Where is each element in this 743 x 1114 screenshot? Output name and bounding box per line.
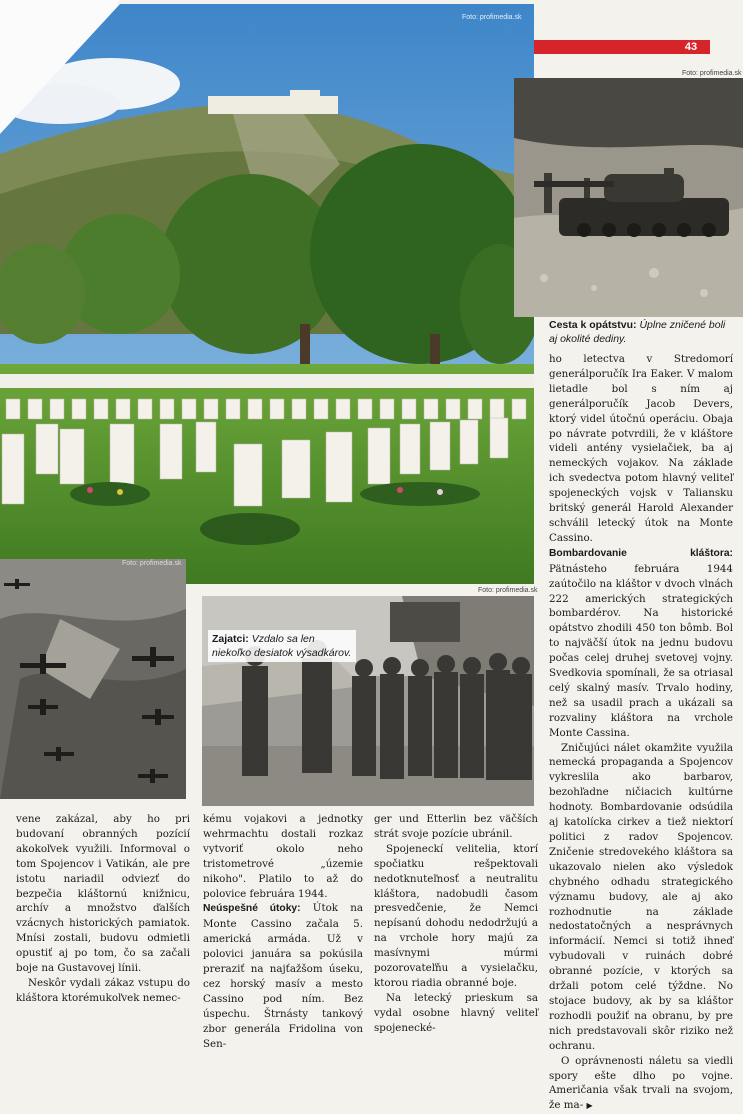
right-col-paragraph-1: ho letectva v Stredomorí generálporučík Ira Eaker. V malom lietadle bol s ním aj generálporučík Jacob Devers, ktorý videl útočnú operáciu. Obaja po návrate potvrdili, že v kláštore videli antény vysielačiek, ba aj nemeckých vojakov. Na základe ich svedectva potom hlavný veliteľ spojeneckých vojsk v Taliansku britský generál Harold Alexander schválil letecký útok na Monte Cassino. [549,353,733,544]
tank-caption [549,318,727,346]
col-b-paragraph-2: Útok na Monte Cassino začala 5. americká armáda. Už v polovici januára sa pokúsila preraziť na najťažšom úseku, cez horský masív a mesto Cassino pod ním. Bez úspechu. Štrnásty tankový zbor generála Fridolina von Sen- [203,902,363,1050]
bombing-subhead: Bombardovanie kláštora: [549,547,733,559]
right-col-paragraph-2: Pätnásteho februára 1944 zaútočilo na kláštor v dvoch vlnách 222 amerických strategických bombardérov. Na historické opátstvo zhodili 450 ton bômb. Bol to najväčší útok na jednu budovu počas celej druhej svetovej vojny. Svedkovia spomínali, že sa otriasal celý skalný masív. Trvalo hodiny, než sa usadil prach a ukázali sa rozvaliny kláštora na vrchole Monte Cassina. [549,562,733,739]
col-b-paragraph-1: kému vojakovi a jednotky wehrmachtu dostali rozkaz vytvoriť okolo neho tristometrové „územie nikoho". Platilo to až do polovice februára 1944. [203,813,363,900]
col-c-paragraph-2: Spojeneckí velitelia, ktorí spočiatku rešpektovali nedotknuteľnosť a neutralitu kláštora, nadobudli časom presvedčenie, že Nemci nepísanú dohodu nedodržujú a na vrchole hory majú za masívnymi múrmi pozorovateľňu a vysielačku, ktorou riadia obranné boje. [374,842,538,989]
tank-caption-text: Úplne zničené boli aj okolité dediny. [549,319,726,345]
prisoners-photo-credit: Foto: profimedia.sk [478,587,538,594]
col-a-paragraph-2: Neskôr vydali zákaz vstupu do kláštora ktorémukoľvek nemec- [16,976,190,1004]
bombers-photo [0,559,186,799]
column-b [203,812,363,1052]
tank-caption-lead: Cesta k opátstvu: [549,319,637,331]
tank-photo [514,78,743,317]
continue-arrow-icon: ▶ [586,1101,593,1111]
right-col-paragraph-4: O oprávnenosti náletu sa viedli spory ešte dlho po vojne. Američania však trvali na svojom, že ma- [549,1054,733,1112]
planes-photo-credit: Foto: profimedia.sk [122,560,182,567]
col-c-paragraph-1: ger und Etterlin bez väčších strát svoje pozície ubránil. [374,813,538,840]
right-col-paragraph-3: Zničujúci nálet okamžite využila nemecká propaganda a Spojencov vykreslila ako barbarov, bezohľadne ničiacich kultúrne hodnoty. Bombardovanie odsúdila aj katolícka cirkev a tiež niektorí politici z radov Spojencov. Zničenie stredovekého kláštora sa ukazovalo nielen ako výsledok chybného odhadu strategického významu budovy, ale aj ako rozhodnutie na základe nedostatočných a nesprávnych informácií. Nemci si totiž ihneď vybudovali v ruinách dobré obranné pozície, v ktorých sa držali potom celé týždne. No stojace budovy, ak by sa kláštor rozhodli použiť na obranu, by pre nich predstavovali skôr riziko než ochranu. [549,741,733,1052]
tank-photo-credit: Foto: profimedia.sk [682,70,742,77]
prisoners-caption-text: Vzdalo sa len niekoľko desiatok výsadkárov. [212,633,352,659]
column-a [16,812,190,1006]
col-a-paragraph-1: vene zakázal, aby ho pri budovaní obranných pozícií akokoľvek využili. Informoval o tom Spojencov i Vatikán, ale pre istotu nariadil odviezť do bezpečia kláštornú knižnicu, archív a množstvo ďalších vzácnych historických pamiatok. Mnísi zostali, budovu odmietli opustiť aj po tom, čo sa začali boje na Gustavovej línii. [16,813,190,975]
prisoners-caption-lead: Zajatci: [212,633,249,645]
failed-attacks-subhead: Neúspešné útoky: [203,903,301,915]
main-photo-credit: Foto: profimedia.sk [462,14,522,21]
column-c [374,812,538,1036]
prisoners-caption [208,630,356,662]
page-number: 43 [684,41,698,53]
prisoners-photo [202,596,534,806]
cemetery-photo [0,4,534,584]
col-c-paragraph-3: Na letecký prieskum sa vydal osobne hlavný veliteľ spojenecké- [374,991,538,1034]
